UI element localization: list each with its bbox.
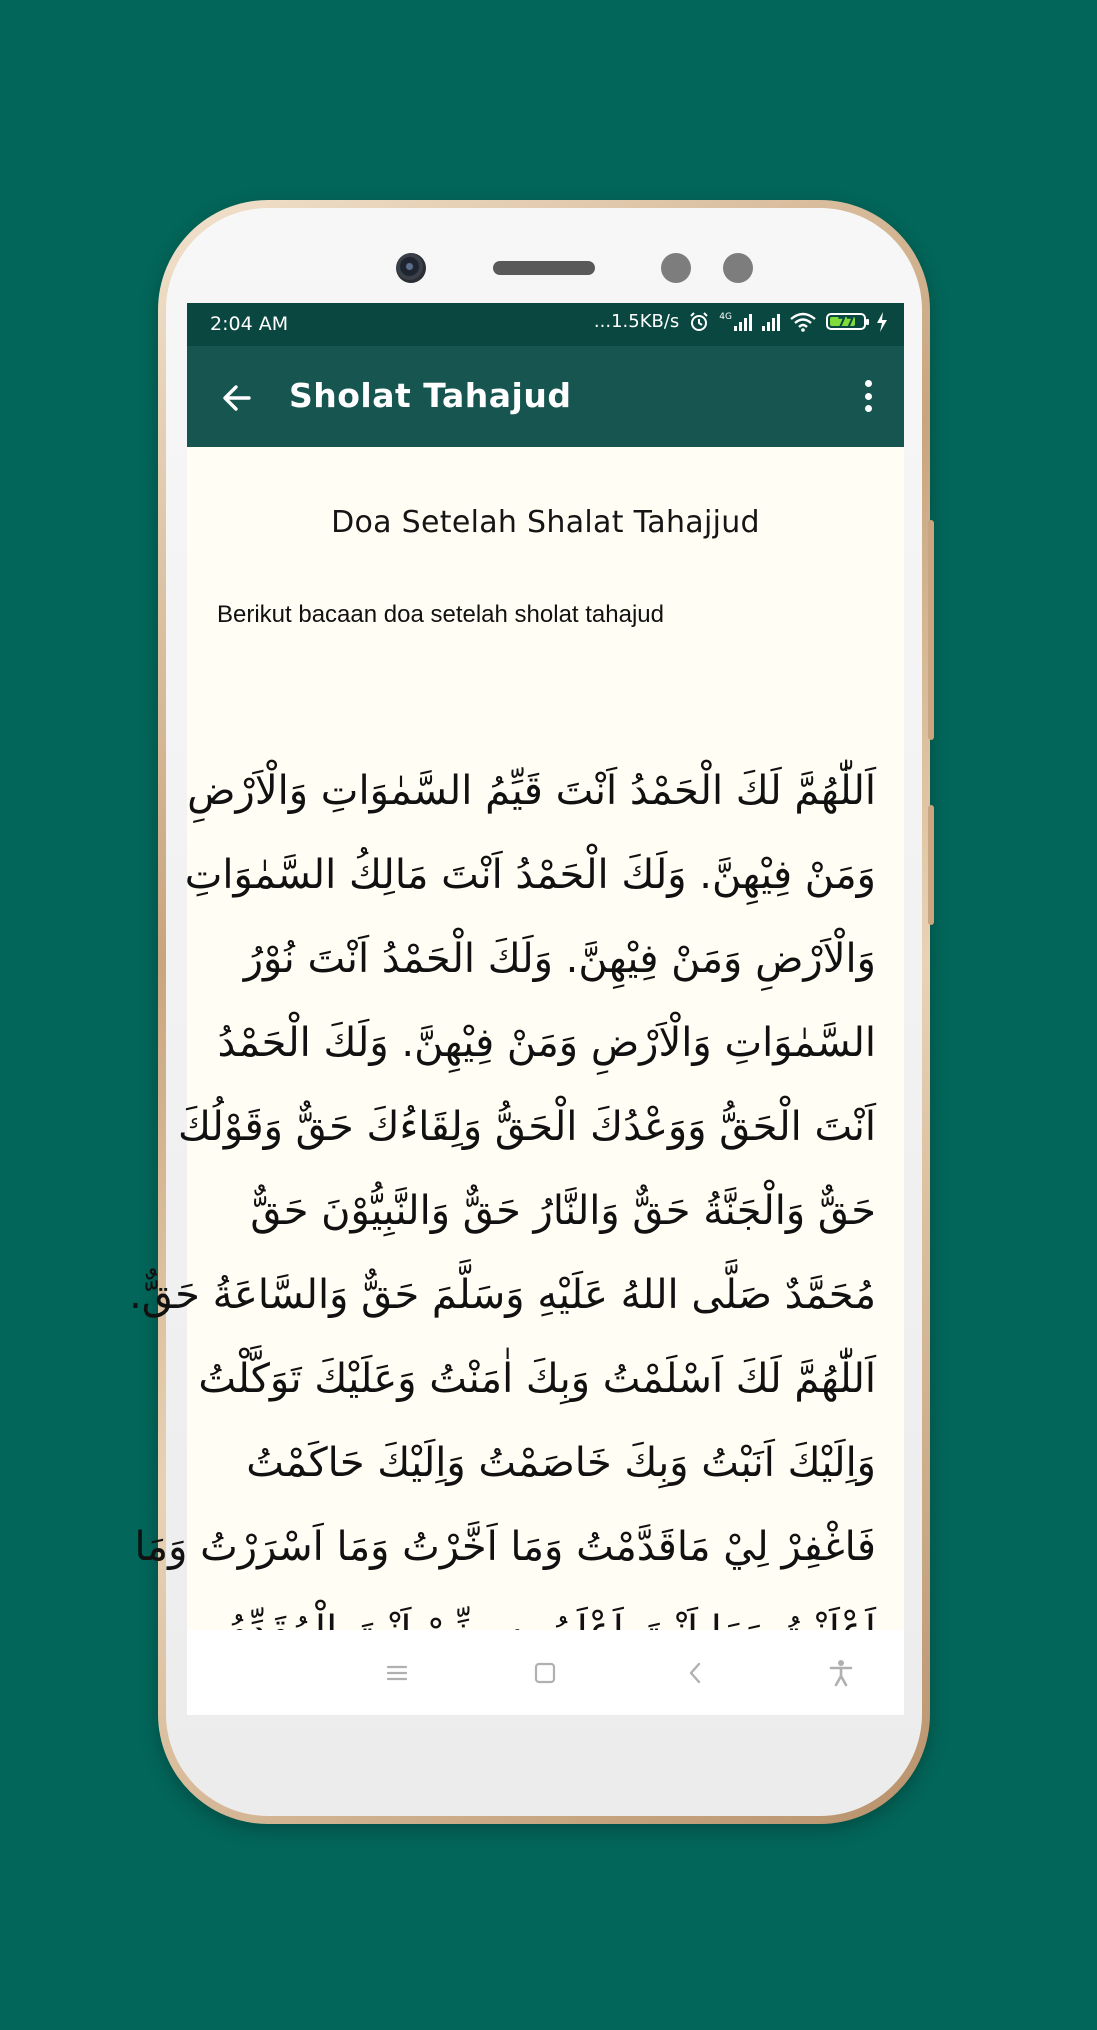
battery-level: 77	[837, 314, 855, 329]
accessibility-button[interactable]	[824, 1656, 858, 1690]
front-camera	[396, 253, 426, 283]
page-title: Sholat Tahajud	[289, 376, 572, 415]
proximity-sensor	[661, 253, 691, 283]
light-sensor	[723, 253, 753, 283]
accessibility-icon	[828, 1659, 854, 1687]
article-content[interactable]	[129, 447, 904, 1630]
status-bar	[187, 303, 904, 346]
power-button	[928, 805, 934, 925]
arabic-line: اَللّٰهُمَّ لَكَ اَسْلَمْتُ وَبِكَ اٰمَنْتُ وَعَلَيْكَ تَوَكَّلْتُ	[198, 1356, 876, 1402]
home-button[interactable]	[528, 1656, 562, 1690]
more-options-button[interactable]	[860, 376, 876, 416]
signal-4g-icon	[719, 313, 752, 331]
alarm-icon	[689, 312, 709, 332]
network-type-label: 4G	[719, 311, 732, 322]
recent-apps-button[interactable]	[380, 1656, 414, 1690]
arabic-line: وَمَنْ فِيْهِنَّ. وَلَكَ الْحَمْدُ اَنْتَ مَالِكُ السَّمٰوَاتِ	[184, 852, 876, 898]
more-vert-icon	[865, 380, 872, 387]
arabic-line: اَنْتَ الْحَقُّ وَوَعْدُكَ الْحَقُّ وَلِقَاءُكَ حَقٌّ وَقَوْلُكَ	[177, 1104, 876, 1150]
arabic-line: مُحَمَّدٌ صَلَّى اللهُ عَلَيْهِ وَسَلَّمَ حَقٌّ وَالسَّاعَةُ حَقٌّ.	[129, 1272, 876, 1318]
charging-icon	[876, 312, 888, 332]
article-title: Doa Setelah Shalat Tahajjud	[331, 505, 760, 540]
back-nav-button[interactable]	[678, 1656, 712, 1690]
status-icons	[594, 311, 888, 332]
signal-icon	[762, 313, 780, 331]
arabic-line: اَللّٰهُمَّ لَكَ الْحَمْدُ اَنْتَ قَيِّمُ السَّمٰوَاتِ وَالْاَرْضِ	[187, 768, 876, 814]
phone-screen	[129, 303, 904, 1715]
arrow-back-icon	[217, 378, 257, 418]
status-time: 2:04 AM	[210, 313, 289, 335]
back-button[interactable]	[217, 378, 257, 418]
system-nav-bar	[187, 1630, 904, 1715]
home-square-icon	[534, 1662, 556, 1684]
arabic-prayer-text	[129, 749, 876, 1673]
battery-icon	[826, 313, 866, 330]
earpiece-speaker	[493, 261, 595, 275]
arabic-line: وَالْاَرْضِ وَمَنْ فِيْهِنَّ. وَلَكَ الْحَمْدُ اَنْتَ نُوْرُ	[243, 936, 876, 982]
back-chevron-icon	[687, 1661, 703, 1685]
volume-button	[928, 520, 934, 740]
arabic-line: فَاغْفِرْ لِيْ مَاقَدَّمْتُ وَمَا اَخَّرْتُ وَمَا اَسْرَرْتُ وَمَا	[134, 1524, 876, 1570]
arabic-line: حَقٌّ وَالْجَنَّةُ حَقٌّ وَالنَّارُ حَقٌّ وَالنَّبِيُّوْنَ حَقٌّ	[250, 1188, 876, 1234]
wifi-icon	[790, 312, 816, 332]
menu-icon	[386, 1664, 408, 1682]
arabic-line: السَّمٰوَاتِ وَالْاَرْضِ وَمَنْ فِيْهِنَّ. وَلَكَ الْحَمْدُ	[217, 1020, 876, 1066]
article-intro: Berikut bacaan doa setelah sholat tahajud	[217, 601, 664, 628]
network-speed: ...1.5KB/s	[593, 311, 680, 332]
arabic-line: وَاِلَيْكَ اَنَبْتُ وَبِكَ خَاصَمْتُ وَاِلَيْكَ حَاكَمْتُ	[246, 1440, 876, 1486]
app-bar	[187, 346, 904, 447]
